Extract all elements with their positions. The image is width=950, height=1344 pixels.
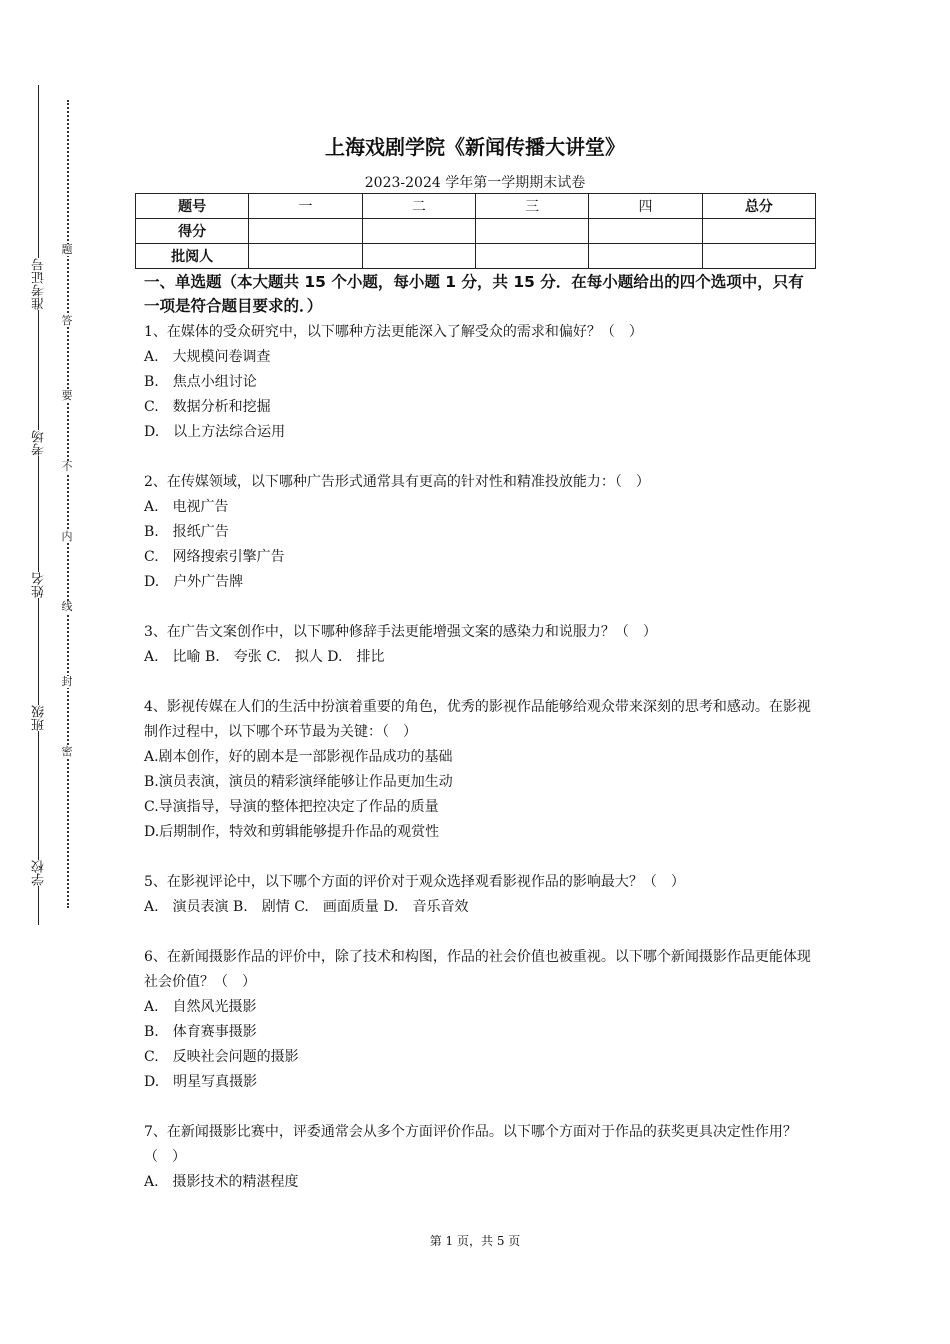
score-cell[interactable] — [362, 219, 475, 244]
question-6 — [144, 945, 812, 1095]
binding-line-solid — [38, 85, 39, 925]
score-cell[interactable] — [475, 219, 588, 244]
reviewer-row — [136, 244, 816, 269]
exam-title: 上海戏剧学院《新闻传播大讲堂》 — [325, 135, 625, 159]
margin-field-school: 学校 — [32, 860, 47, 886]
question-4 — [144, 695, 812, 845]
seal-char: 不 — [61, 460, 73, 473]
question-stem: 1、在媒体的受众研究中，以下哪种方法更能深入了解受众的需求和偏好？（ ） — [144, 324, 643, 340]
reviewer-cell[interactable] — [249, 244, 362, 269]
option-a: A. 自然风光摄影 — [144, 999, 257, 1015]
question-1 — [144, 320, 812, 445]
option-d: D. 户外广告牌 — [144, 574, 244, 590]
question-stem: 5、在影视评论中，以下哪个方面的评价对于观众选择观看影视作品的影响最大？（ ） — [144, 874, 685, 890]
option-line: A. 比喻 B. 夸张 C. 拟人 D. 排比 — [144, 649, 385, 665]
row-label: 得分 — [136, 219, 249, 244]
option-c: C. 反映社会问题的摄影 — [144, 1049, 299, 1065]
option-d: D.后期制作，特效和剪辑能够提升作品的观赏性 — [144, 824, 440, 840]
question-stem: 3、在广告文案创作中，以下哪种修辞手法更能增强文案的感染力和说服力？（ ） — [144, 624, 657, 640]
option-b: B. 报纸广告 — [144, 524, 229, 540]
margin-field-class: 班级 — [32, 705, 47, 731]
option-b: B. 体育赛事摄影 — [144, 1024, 257, 1040]
seal-char: 线 — [61, 600, 73, 613]
reviewer-cell[interactable] — [589, 244, 702, 269]
column-header: 一 — [249, 194, 362, 219]
column-header: 三 — [475, 194, 588, 219]
question-stem: 4、影视传媒在人们的生活中扮演着重要的角色，优秀的影视作品能够给观众带来深刻的思考和感动。在影视制作过程中，以下哪个环节最为关键：（ ） — [144, 699, 811, 740]
margin-field-exam-room: 考场 — [32, 430, 47, 456]
seal-char: 要 — [61, 389, 73, 402]
question-3 — [144, 620, 812, 670]
row-label: 批阅人 — [136, 244, 249, 269]
column-header: 题号 — [136, 194, 249, 219]
option-b: B.演员表演，演员的精彩演绎能够让作品更加生动 — [144, 774, 453, 790]
margin-field-admission-no: 准考证号 — [32, 258, 47, 310]
question-stem: 6、在新闻摄影作品的评价中，除了技术和构图，作品的社会价值也被重视。以下哪个新闻摄影作品更能体现社会价值？（ ） — [144, 949, 811, 990]
score-cell[interactable] — [702, 219, 815, 244]
score-table-header-row — [136, 194, 816, 219]
reviewer-cell[interactable] — [362, 244, 475, 269]
column-header: 二 — [362, 194, 475, 219]
question-5 — [144, 870, 812, 920]
section-heading: 一、单选题（本大题共 15 个小题，每小题 1 分，共 15 分．在每小题给出的四个选项中，只有一项是符合题目要求的．） — [144, 273, 804, 315]
option-c: C. 网络搜索引擎广告 — [144, 549, 285, 565]
option-a: A. 大规模问卷调查 — [144, 349, 271, 365]
seal-char: 题 — [61, 243, 73, 256]
option-d: D. 明星写真摄影 — [144, 1074, 258, 1090]
page-footer: 第 1 页，共 5 页 — [429, 1234, 521, 1248]
option-a: A. 电视广告 — [144, 499, 229, 515]
reviewer-cell[interactable] — [475, 244, 588, 269]
option-c: C. 数据分析和挖掘 — [144, 399, 271, 415]
score-cell[interactable] — [249, 219, 362, 244]
binding-line-dotted — [67, 100, 69, 908]
option-b: B. 焦点小组讨论 — [144, 374, 257, 390]
question-list — [144, 320, 812, 1220]
column-header: 四 — [589, 194, 702, 219]
seal-char: 密 — [61, 745, 73, 758]
column-header: 总分 — [702, 194, 815, 219]
option-d: D. 以上方法综合运用 — [144, 424, 286, 440]
seal-char: 封 — [61, 675, 73, 688]
seal-char: 内 — [61, 530, 73, 543]
score-table — [135, 193, 816, 269]
option-line: A. 演员表演 B. 剧情 C. 画面质量 D. 音乐音效 — [144, 899, 469, 915]
question-2 — [144, 470, 812, 595]
score-cell[interactable] — [589, 219, 702, 244]
option-c: C.导演指导，导演的整体把控决定了作品的质量 — [144, 799, 439, 815]
question-7 — [144, 1120, 812, 1195]
reviewer-cell[interactable] — [702, 244, 815, 269]
question-stem: 7、在新闻摄影比赛中，评委通常会从多个方面评价作品。以下哪个方面对于作品的获奖更具决定性作用？（ ） — [144, 1124, 797, 1165]
margin-field-name: 姓名 — [32, 572, 47, 598]
question-stem: 2、在传媒领域，以下哪种广告形式通常具有更高的针对性和精准投放能力：（ ） — [144, 474, 650, 490]
option-a: A. 摄影技术的精湛程度 — [144, 1174, 299, 1190]
option-a: A.剧本创作，好的剧本是一部影视作品成功的基础 — [144, 749, 453, 765]
score-row — [136, 219, 816, 244]
exam-subtitle: 2023-2024 学年第一学期期末试卷 — [364, 175, 586, 191]
seal-char: 答 — [61, 314, 73, 327]
